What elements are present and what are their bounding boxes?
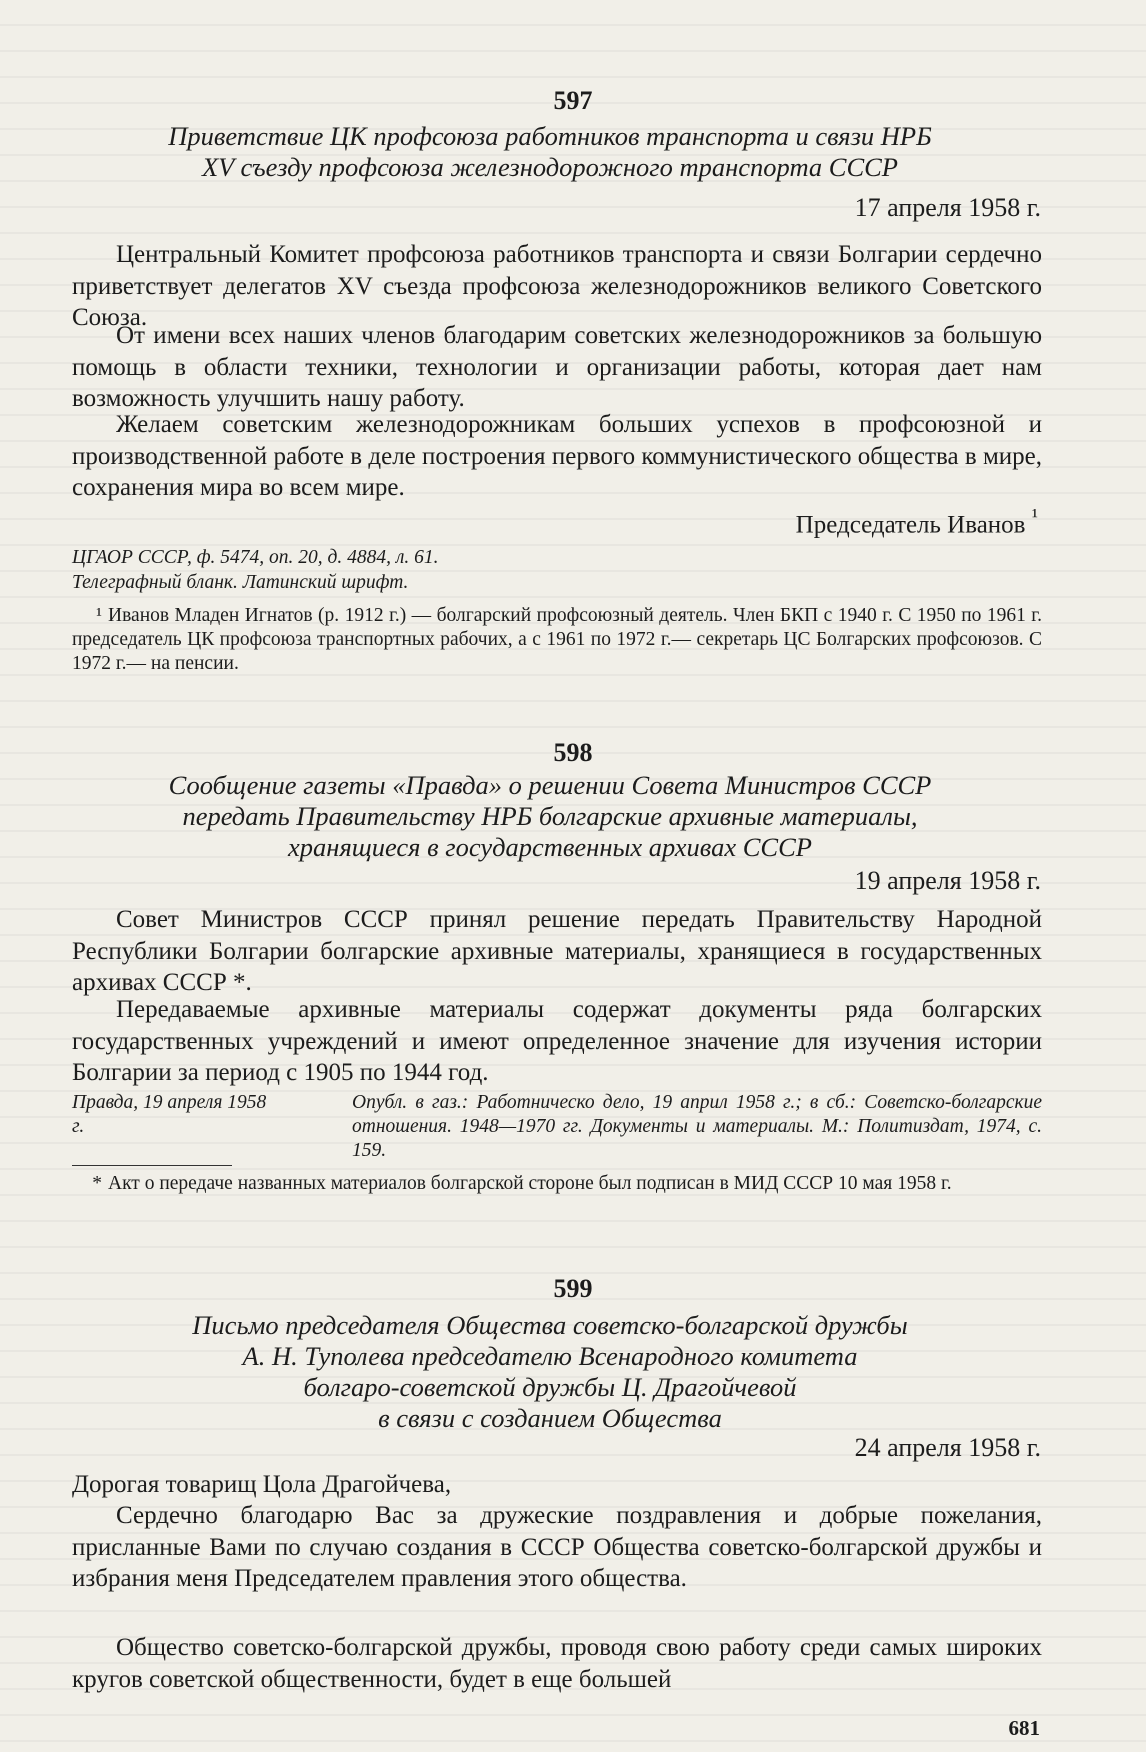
doc-598-footnote: * Акт о передаче названных материалов болгарской стороне был подписан в МИД СССР 10 мая 1958 г. [92,1173,952,1194]
doc-597-paragraph: Центральный Комитет профсоюза работников транспорта и связи Болгарии сердечно приветствует делегатов XV съезда профсоюза железнодорожников великого Советского Союза. [72,241,1042,331]
doc-597-source-note: Телеграфный бланк. Латинский шрифт. [72,572,409,593]
doc-597-source: ЦГАОР СССР, ф. 5474, оп. 20, д. 4884, л. 61. [72,547,439,568]
title-line: хранящиеся в государственных архивах СССР [288,832,812,862]
title-line: передать Правительству НРБ болгарские архивные материалы, [182,801,918,831]
title-line: болгаро-советской дружбы Ц. Драгойчевой [303,1372,797,1402]
doc-599-paragraph: Сердечно благодарю Вас за дружеские поздравления и добрые пожелания, присланные Вами по случаю создания в СССР Общества советско-болгарской дружбы и избрания меня Председателем правления этого общества. [72,1502,1042,1592]
title-line: Письмо председателя Общества советско-болгарской дружбы [192,1310,908,1340]
doc-597-paragraph: От имени всех наших членов благодарим советских железнодорожников за большую помощь в области техники, технологии и организации работы, которая дает нам возможность улучшить нашу работу. [72,322,1042,412]
title-line: А. Н. Туполева председателю Всенародного комитета [242,1341,858,1371]
footnote-ref: ¹ [1031,504,1038,528]
doc-599-salutation: Дорогая товарищ Цола Драгойчева, [72,1471,452,1498]
doc-598-source-newspaper: Правда, 19 апреля 1958 г. [72,1092,267,1137]
doc-597-paragraph: Желаем советским железнодорожникам больших успехов в профсоюзной и производственной работе в деле построения первого коммунистического общества в мире, сохранения мира во всем мире. [72,411,1042,501]
doc-598-number: 598 [553,738,593,767]
title-line: Приветствие ЦК профсоюза работников транспорта и связи НРБ [168,121,932,151]
doc-597-number: 597 [553,86,593,115]
title-line: XV съезду профсоюза железнодорожного транспорта СССР [201,152,898,182]
doc-597-title [60,121,1040,183]
doc-598-paragraph: Передаваемые архивные материалы содержат документы ряда болгарских государственных учреждений и имеют определенное значение для изучения истории Болгарии за период с 1905 по 1944 год. [72,996,1042,1086]
doc-598-source-publication: Опубл. в газ.: Работническо дело, 19 април 1958 г.; в сб.: Советско-болгарские отношения. 1948—1970 гг. Документы и материалы. М.: Политиздат, 1974, с. 159. [352,1092,1042,1161]
title-line: Сообщение газеты «Правда» о решении Совета Министров СССР [168,770,932,800]
doc-599-title [60,1310,1040,1434]
doc-598-paragraph: Совет Министров СССР принял решение передать Правительству Народной Республики Болгарии болгарские архивные материалы, хранящиеся в государственных архивах СССР *. [72,906,1042,996]
footnote-rule [72,1165,232,1166]
doc-598-date: 19 апреля 1958 г. [854,866,1041,895]
doc-599-date: 24 апреля 1958 г. [854,1433,1041,1462]
doc-597-signature: Председатель Иванов $^{^1}$ [795,504,1038,539]
doc-599-number: 599 [553,1274,593,1303]
doc-599-paragraph: Общество советско-болгарской дружбы, проводя свою работу среди самых широких кругов советской общественности, будет в еще большей [72,1634,1042,1693]
doc-597-date: 17 апреля 1958 г. [854,193,1041,222]
page-number: 681 [1008,1716,1040,1740]
doc-598-title [60,770,1040,863]
title-line: в связи с созданием Общества [378,1403,722,1433]
doc-597-footnote: ¹ Иванов Младен Игнатов (р. 1912 г.) — болгарский профсоюзный деятель. Член БКП с 1940 г. С 1950 по 1961 г. председатель ЦК профсоюза транспортных рабочих, а с 1961 по 1972 г.— секретарь ЦС Болгарских профсоюзов. С 1972 г.— на пенсии. [72,605,1042,674]
